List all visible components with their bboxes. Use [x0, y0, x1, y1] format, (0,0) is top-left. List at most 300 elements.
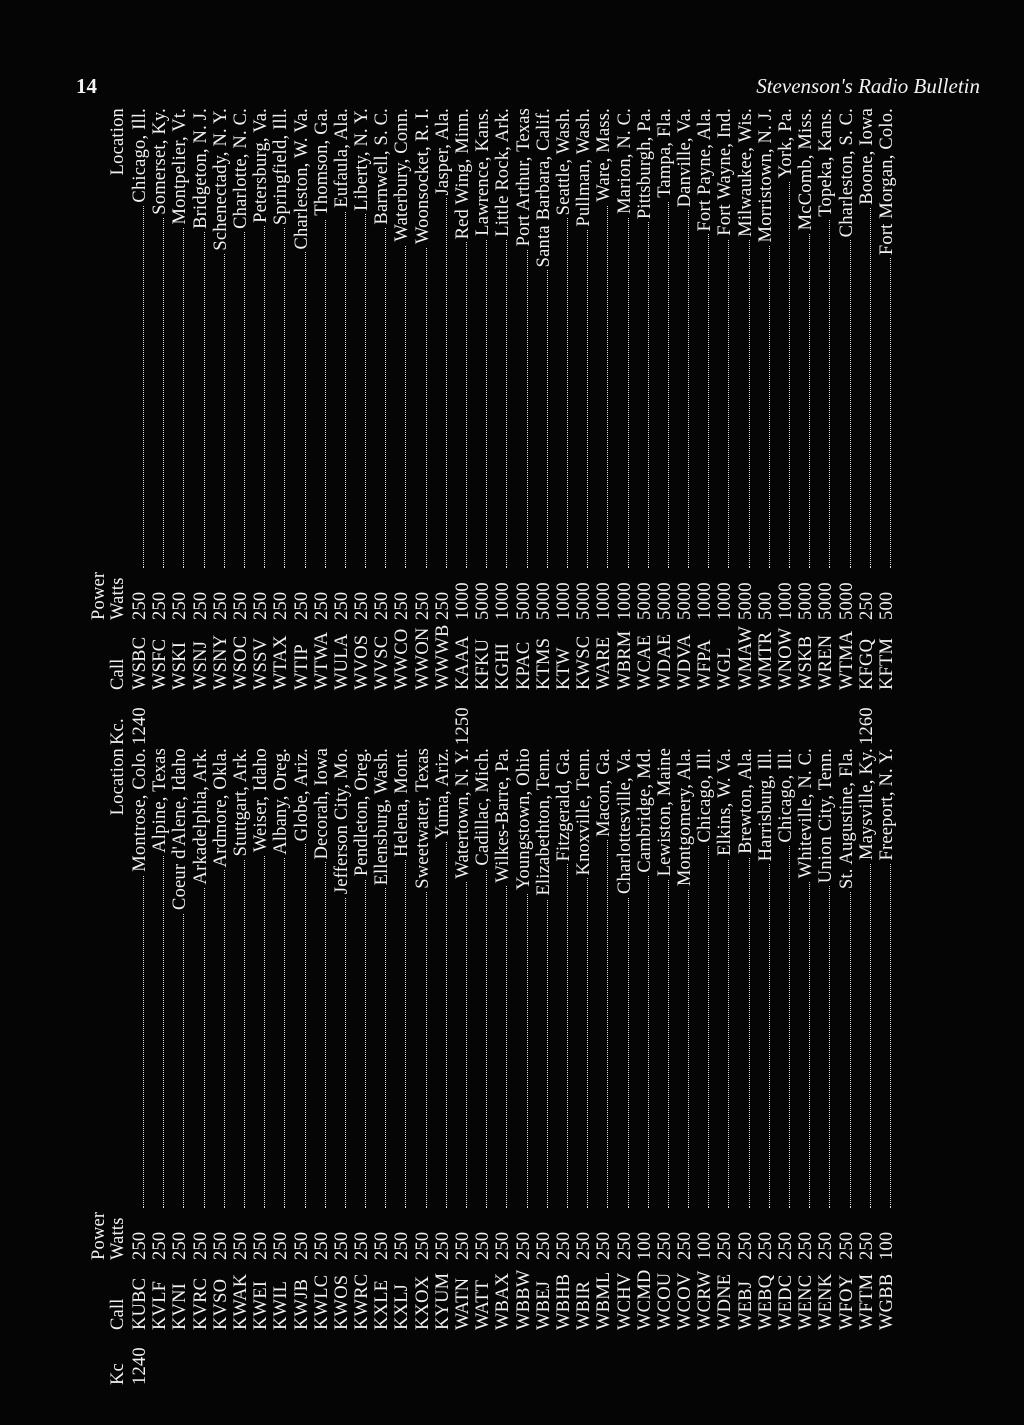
- call-sign-cell: WVSC: [372, 635, 393, 690]
- location-text: Woonsocket, R. I.: [413, 108, 433, 247]
- location-cell: [715, 748, 735, 1208]
- watts-cell: 250: [150, 1231, 171, 1260]
- location-cell: [312, 108, 332, 568]
- station-row: [615, 105, 635, 745]
- header-location-label: Location: [108, 748, 128, 816]
- station-row: [877, 105, 897, 745]
- call-sign-cell: WBHB: [553, 1273, 574, 1330]
- call-sign-cell: KPAC: [513, 641, 534, 690]
- location-text: Decorah, Iowa: [312, 748, 332, 863]
- call-sign-cell: KFGQ: [856, 638, 877, 690]
- location-cell: [736, 748, 756, 1208]
- location-text: Lewiston, Maine: [655, 748, 675, 879]
- call-sign-cell: WFPA: [695, 639, 716, 690]
- call-sign-cell: WSSV: [251, 637, 272, 690]
- kc-cell: [796, 690, 816, 745]
- location-text: Ardmore, Okla.: [211, 748, 231, 870]
- call-sign-cell: KTMS: [533, 637, 554, 690]
- call-sign-cell: WGBB: [876, 1273, 897, 1330]
- call-sign-cell: WREN: [816, 634, 837, 690]
- watts-cell: 250: [392, 1231, 413, 1260]
- call-sign-cell: WSFC: [150, 638, 171, 690]
- watts-cell: 5000: [836, 582, 857, 620]
- location-text: Thomson, Ga.: [312, 108, 332, 219]
- header-watts-label: Watts: [108, 1217, 128, 1260]
- watts-cell: 250: [190, 1231, 211, 1260]
- location-text: Barnwell, S. C.: [372, 108, 392, 228]
- call-sign-cell: WTIP: [291, 643, 312, 690]
- station-row: [312, 745, 332, 1385]
- watts-cell: 100: [876, 1231, 897, 1260]
- station-row: [534, 745, 554, 1385]
- kc-cell: [816, 1330, 836, 1385]
- call-sign-cell: KGHI: [493, 642, 514, 690]
- location-text: Albany, Oreg.: [271, 748, 291, 858]
- station-row: [453, 105, 473, 745]
- watts-cell: 250: [816, 1231, 837, 1260]
- kc-cell: [191, 1330, 211, 1385]
- location-cell: [615, 748, 635, 1208]
- kc-cell: [312, 1330, 332, 1385]
- kc-cell: [251, 1330, 271, 1385]
- watts-cell: 250: [574, 1231, 595, 1260]
- kc-cell: [433, 1330, 453, 1385]
- kc-cell: [857, 1330, 877, 1385]
- kc-cell: [574, 690, 594, 745]
- location-text: Pullman, Wash.: [574, 108, 594, 230]
- kc-cell: [413, 690, 433, 745]
- location-text: Santa Barbara, Calif.: [534, 108, 554, 270]
- location-cell: [211, 108, 231, 568]
- kc-cell: [271, 1330, 291, 1385]
- station-row: [493, 105, 513, 745]
- location-cell: [332, 108, 352, 568]
- call-sign-cell: KWRC: [352, 1273, 373, 1330]
- location-text: Weiser, Idaho: [251, 748, 271, 855]
- location-text: Charlotte, N. C.: [231, 108, 251, 232]
- call-sign-cell: KVSO: [210, 1278, 231, 1330]
- call-sign-cell: WCAE: [634, 634, 655, 690]
- location-text: Cadillac, Mich.: [473, 748, 493, 869]
- kc-cell: [554, 1330, 574, 1385]
- location-cell: [695, 748, 715, 1208]
- station-row: [352, 745, 372, 1385]
- location-text: Stuttgart, Ark.: [231, 748, 251, 859]
- station-row: [554, 105, 574, 745]
- location-cell: [130, 108, 150, 568]
- call-sign-cell: WSKI: [170, 641, 191, 690]
- kc-cell: [372, 690, 392, 745]
- location-cell: [756, 748, 776, 1208]
- station-row: [312, 105, 332, 745]
- location-cell: [534, 108, 554, 568]
- call-sign-cell: WDNE: [715, 1273, 736, 1330]
- kc-cell: [433, 690, 453, 745]
- station-row: [271, 745, 291, 1385]
- kc-cell: [473, 690, 493, 745]
- location-text: Freeport, N. Y.: [877, 748, 897, 863]
- station-row: [574, 745, 594, 1385]
- location-cell: [271, 748, 291, 1208]
- station-row: [211, 745, 231, 1385]
- kc-cell: [332, 690, 352, 745]
- location-text: Watertown, N. Y.: [453, 748, 473, 882]
- watts-cell: 250: [331, 591, 352, 620]
- station-row: [332, 745, 352, 1385]
- station-row: [191, 745, 211, 1385]
- header-call: [90, 620, 130, 690]
- call-sign-cell: KVLF: [150, 1280, 171, 1330]
- page-number: 14: [76, 74, 97, 98]
- station-row: [211, 105, 231, 745]
- watts-cell: 250: [311, 1231, 332, 1260]
- watts-cell: 250: [654, 1231, 675, 1260]
- rotated-station-table: [80, 105, 980, 1395]
- watts-cell: 5000: [675, 582, 696, 620]
- location-text: Globe, Ariz.: [292, 748, 312, 844]
- kc-cell: [453, 1330, 473, 1385]
- watts-cell: 250: [372, 591, 393, 620]
- kc-cell: [231, 1330, 251, 1385]
- call-sign-cell: WENC: [796, 1274, 817, 1330]
- watts-cell: 250: [412, 1231, 433, 1260]
- station-row: [493, 745, 513, 1385]
- station-row: [857, 745, 877, 1385]
- kc-cell: [816, 690, 836, 745]
- station-row: [554, 745, 574, 1385]
- call-sign-cell: WBIR: [574, 1280, 595, 1330]
- location-text: Springfield, Ill.: [271, 108, 291, 228]
- station-row: [796, 745, 816, 1385]
- kc-cell: [493, 690, 513, 745]
- kc-cell: [756, 690, 776, 745]
- station-row: [231, 745, 251, 1385]
- watts-cell: 250: [372, 1231, 393, 1260]
- call-sign-cell: WFTM: [856, 1273, 877, 1330]
- kc-cell: [352, 690, 372, 745]
- watts-cell: 250: [130, 591, 150, 620]
- call-sign-cell: WEBQ: [755, 1274, 776, 1330]
- call-sign-cell: WATN: [453, 1277, 473, 1330]
- station-row: [473, 105, 493, 745]
- location-cell: [816, 748, 836, 1208]
- location-text: Chicago, Ill.: [695, 748, 715, 846]
- location-text: Macon, Ga.: [594, 748, 614, 840]
- call-sign-cell: WWCO: [392, 628, 413, 690]
- location-cell: [433, 108, 453, 568]
- watts-cell: 250: [432, 591, 453, 620]
- station-row: [413, 745, 433, 1385]
- kc-cell: [615, 1330, 635, 1385]
- call-sign-cell: WCHV: [614, 1272, 635, 1330]
- station-row: [756, 105, 776, 745]
- page-header: [0, 60, 1024, 100]
- watts-cell: 5000: [816, 582, 837, 620]
- location-cell: [574, 108, 594, 568]
- station-row: [251, 105, 271, 745]
- kc-cell: [251, 690, 271, 745]
- location-cell: [292, 748, 312, 1208]
- left-rows: [130, 745, 897, 1385]
- location-text: Petersburg, Va.: [251, 108, 271, 226]
- location-cell: [776, 108, 796, 568]
- location-cell: [695, 108, 715, 568]
- call-sign-cell: WDAE: [654, 633, 675, 690]
- location-cell: [372, 748, 392, 1208]
- station-row: [534, 105, 554, 745]
- watts-cell: 250: [675, 1231, 696, 1260]
- kc-cell: [655, 1330, 675, 1385]
- location-cell: [453, 108, 473, 568]
- location-cell: [493, 108, 513, 568]
- header-power-label: Power: [89, 1211, 109, 1260]
- station-row: [816, 105, 836, 745]
- location-cell: [675, 748, 695, 1208]
- watts-cell: 250: [493, 1231, 514, 1260]
- location-text: Whiteville, N. C.: [796, 748, 816, 881]
- watts-cell: 5000: [513, 582, 534, 620]
- kc-cell: [615, 690, 635, 745]
- location-cell: [857, 108, 877, 568]
- call-sign-cell: WMAW: [735, 625, 756, 690]
- location-cell: [776, 748, 796, 1208]
- location-text: Red Wing, Minn.: [453, 108, 473, 242]
- kc-cell: [231, 690, 251, 745]
- station-row: [292, 105, 312, 745]
- station-row: [332, 105, 352, 745]
- location-text: Marion, N. C.: [615, 108, 635, 217]
- watts-cell: 250: [291, 591, 312, 620]
- station-row: [877, 745, 897, 1385]
- location-text: Pittsburgh, Pa.: [635, 108, 655, 222]
- station-row: [816, 745, 836, 1385]
- left-header-row: [90, 745, 130, 1385]
- kc-cell: [493, 1330, 513, 1385]
- location-cell: [473, 108, 493, 568]
- kc-cell: [695, 690, 715, 745]
- location-cell: [493, 748, 513, 1208]
- watts-cell: 250: [150, 591, 171, 620]
- location-cell: [392, 748, 412, 1208]
- header-location: [90, 108, 130, 568]
- header-kc-label: Kc.: [108, 718, 128, 745]
- watts-cell: 250: [352, 1231, 373, 1260]
- location-cell: [473, 748, 493, 1208]
- watts-cell: 250: [271, 591, 292, 620]
- kc-cell: [170, 1330, 190, 1385]
- watts-cell: 250: [715, 1231, 736, 1260]
- location-text: Knoxville, Tenn.: [574, 748, 594, 878]
- kc-cell: [372, 1330, 392, 1385]
- location-cell: [756, 108, 776, 568]
- call-sign-cell: WEDC: [776, 1274, 796, 1330]
- station-row: [837, 105, 857, 745]
- watts-cell: 250: [412, 591, 433, 620]
- publication-title: Stevenson's Radio Bulletin: [756, 74, 980, 98]
- location-text: Charlottesville, Va.: [615, 748, 635, 897]
- location-cell: [352, 108, 372, 568]
- kc-cell: 1240: [130, 1347, 150, 1385]
- call-sign-cell: WSNJ: [190, 640, 211, 690]
- location-text: Eufaula, Ala.: [332, 108, 352, 211]
- watts-cell: 500: [876, 591, 897, 620]
- call-sign-cell: WEBJ: [735, 1280, 756, 1330]
- call-sign-cell: KWIL: [271, 1280, 292, 1330]
- station-row: [675, 745, 695, 1385]
- watts-cell: 250: [856, 591, 877, 620]
- watts-cell: 5000: [735, 582, 756, 620]
- location-cell: [231, 748, 251, 1208]
- location-cell: [392, 108, 412, 568]
- location-text: Waterbury, Conn.: [392, 108, 412, 245]
- location-text: Helena, Mont.: [392, 748, 412, 860]
- watts-cell: 100: [634, 1231, 655, 1260]
- location-cell: [655, 748, 675, 1208]
- kc-cell: [191, 690, 211, 745]
- location-cell: [877, 108, 897, 568]
- station-row: [170, 105, 190, 745]
- kc-cell: [594, 1330, 614, 1385]
- call-sign-cell: WBRM: [614, 630, 635, 690]
- location-text: Fort Wayne, Ind.: [715, 108, 735, 239]
- station-row: [655, 105, 675, 745]
- location-cell: [715, 108, 735, 568]
- call-sign-cell: KWSC: [574, 635, 595, 690]
- header-location-label: Location: [108, 108, 128, 176]
- header-power: [90, 568, 130, 620]
- watts-cell: 1000: [453, 582, 473, 620]
- location-text: St. Augustine, Fla.: [837, 748, 857, 892]
- station-row: [574, 105, 594, 745]
- station-row: [837, 745, 857, 1385]
- kc-cell: [392, 1330, 412, 1385]
- location-cell: [150, 108, 170, 568]
- kc-cell: [675, 1330, 695, 1385]
- kc-cell: [150, 690, 170, 745]
- kc-cell: 1260: [856, 707, 877, 745]
- location-cell: [231, 108, 251, 568]
- kc-cell: [695, 1330, 715, 1385]
- right-station-listing: [90, 105, 897, 745]
- station-row: [796, 105, 816, 745]
- station-row: [776, 105, 796, 745]
- station-row: [191, 105, 211, 745]
- location-text: Montpelier, Vt.: [170, 108, 190, 228]
- kc-cell: [413, 1330, 433, 1385]
- location-text: Union City, Tenn.: [816, 748, 836, 886]
- watts-cell: 250: [836, 1231, 857, 1260]
- station-row: [756, 745, 776, 1385]
- location-text: Morristown, N. J.: [756, 108, 776, 245]
- location-text: Coeur d'Alene, Idaho: [170, 748, 190, 913]
- right-header-row: [90, 105, 130, 745]
- location-cell: [615, 108, 635, 568]
- header-kc: [90, 690, 130, 745]
- header-call-label: Call: [108, 1298, 128, 1330]
- station-row: [594, 745, 614, 1385]
- header-power-label: Power: [89, 571, 109, 620]
- location-cell: [796, 748, 816, 1208]
- kc-cell: [776, 690, 796, 745]
- location-cell: [877, 748, 897, 1208]
- watts-cell: 250: [311, 591, 332, 620]
- watts-cell: 250: [190, 591, 211, 620]
- header-call-label: Call: [108, 658, 128, 690]
- call-sign-cell: WTWA: [311, 631, 332, 690]
- location-text: Elkins, W. Va.: [715, 748, 735, 859]
- station-row: [776, 745, 796, 1385]
- header-kc-label: Kc: [108, 1363, 128, 1385]
- location-text: Bridgeton, N. J.: [191, 108, 211, 232]
- location-text: Somerset, Ky.: [150, 108, 170, 218]
- watts-cell: 250: [776, 1231, 796, 1260]
- watts-cell: 250: [735, 1231, 756, 1260]
- station-row: [695, 105, 715, 745]
- watts-cell: 250: [513, 1231, 534, 1260]
- location-cell: [312, 748, 332, 1208]
- watts-cell: 250: [614, 1231, 635, 1260]
- location-cell: [635, 748, 655, 1208]
- kc-cell: [473, 1330, 493, 1385]
- call-sign-cell: KWOS: [331, 1274, 352, 1330]
- location-text: Sweetwater, Texas: [413, 748, 433, 892]
- header-power: [90, 1208, 130, 1260]
- location-cell: [554, 748, 574, 1208]
- location-cell: [453, 748, 473, 1208]
- location-text: Youngstown, Ohio: [514, 748, 534, 893]
- location-text: Chicago, Ill.: [776, 748, 796, 846]
- kc-cell: [271, 690, 291, 745]
- kc-cell: [736, 690, 756, 745]
- location-text: Ellensburg, Wash.: [372, 748, 392, 888]
- watts-cell: 250: [392, 591, 413, 620]
- kc-cell: [837, 690, 857, 745]
- watts-cell: 500: [755, 591, 776, 620]
- station-row: [715, 745, 735, 1385]
- watts-cell: 5000: [533, 582, 554, 620]
- watts-cell: 250: [453, 1231, 473, 1260]
- header-call: [90, 1260, 130, 1330]
- watts-cell: 250: [432, 1231, 453, 1260]
- location-cell: [837, 108, 857, 568]
- location-text: Fitzgerald, Ga.: [554, 748, 574, 864]
- location-cell: [655, 108, 675, 568]
- watts-cell: 5000: [654, 582, 675, 620]
- kc-cell: [594, 690, 614, 745]
- call-sign-cell: WARE: [594, 636, 615, 690]
- location-cell: [271, 108, 291, 568]
- watts-cell: 250: [251, 591, 272, 620]
- call-sign-cell: WMTR: [755, 631, 776, 690]
- call-sign-cell: WCOU: [654, 1272, 675, 1330]
- call-sign-cell: WCMD: [634, 1269, 655, 1330]
- call-sign-cell: WNOW: [776, 627, 796, 690]
- station-row: [635, 745, 655, 1385]
- location-text: Boone, Iowa: [857, 108, 877, 208]
- location-cell: [251, 108, 271, 568]
- call-sign-cell: WSBC: [130, 636, 150, 690]
- watts-cell: 250: [755, 1231, 776, 1260]
- watts-cell: 250: [210, 591, 231, 620]
- kc-cell: [554, 690, 574, 745]
- call-sign-cell: WDVA: [675, 634, 696, 690]
- location-cell: [170, 748, 190, 1208]
- location-cell: [413, 108, 433, 568]
- kc-cell: [776, 1330, 796, 1385]
- location-cell: [332, 748, 352, 1208]
- watts-cell: 250: [856, 1231, 877, 1260]
- kc-cell: [534, 1330, 554, 1385]
